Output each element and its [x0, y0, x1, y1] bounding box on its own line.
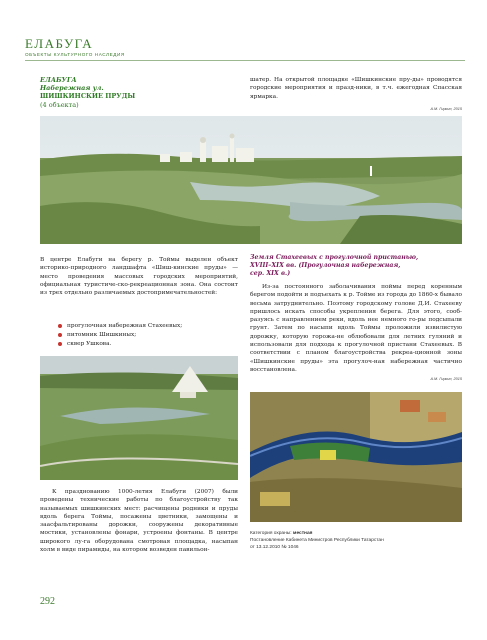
- page-number: 292: [40, 596, 55, 607]
- list-item: прогулочная набережная Стахеевых;: [58, 322, 238, 331]
- protection-category: [250, 530, 450, 551]
- embankment-photo: [40, 356, 238, 480]
- history-paragraph: Из-за постоянного заболачивания поймы перед коренным берегом подойти и подъехать к р. Тойме из города до 1860-х бывало весьма затруднительно. Поэтому городскому голове Д.И. Стахееву пришлось искать способы укрепления берега. Для этого, сооб-разуясь с направлением реки, вдоль нее немного го-ры подсыпали грунт. Затем по насыпи вдоль Тоймы проложили извилистую дорожку, которую горожа-не облюбовали для летних гуляний и использовали для подхода к прогулочной пристани Стахеевых. В соответствии с планом благоустройства рекреа-ционной зоны «Шишкинские пруды» эта прогулоч-ная набережная частично восстановлена.: [250, 284, 462, 373]
- landscape-plan-image: [250, 392, 462, 522]
- category-prefix: Категория охраны:: [250, 531, 292, 536]
- object-count: (4 объекта): [40, 100, 79, 109]
- list-item: сквер Ушкова.: [58, 340, 238, 349]
- header-divider: [25, 60, 465, 61]
- object-city: ЕЛАБУГА: [40, 76, 77, 84]
- caption-line-1: Земля Стахеевых с прогулочной пристанью,: [250, 254, 419, 261]
- photo-credit-top: А.М. Гиркин, 2015: [430, 107, 462, 111]
- category-decree: Постановление Кабинета Министров Республики Татарстан: [250, 538, 384, 543]
- landmarks-list: [58, 322, 238, 349]
- section-subtitle: ОБЪЕКТЫ КУЛЬТУРНОГО НАСЛЕДИЯ: [25, 52, 125, 57]
- category-date: от 13.12.2010 № 1046: [250, 545, 299, 550]
- list-item: питомник Шишкиных;: [58, 331, 238, 340]
- intro-paragraph: В центре Елабуги на берегу р. Тоймы выделен объект историко-природного ландшафта «Шиш-кинские пруды» — место проведения массовых городских мероприятий, официальная туристиче-ско-рекреационная зона. Она состоит из трех отдельно различаемых достопримечательностей:: [40, 257, 238, 297]
- object-title-block: [40, 76, 210, 109]
- section-title: ЕЛАБУГА: [25, 36, 94, 51]
- improvements-paragraph: К празднованию 1000-летия Елабуги (2007) были проведены технические работы по благоустройству так называемых шишкинских мест: расчищены родники и пруды вдоль берега Тоймы, посажены цветники, замощены и заасфальтированы дорожки, сооружены декоративные мостики, установлены фонари, устроены фонтаны. В центре широкого лу-га оборудована смотровая площадка, насыпан холм в виде пирамиды, на котором возведен павильон-: [40, 489, 238, 554]
- object-name: ШИШКИНСКИЕ ПРУДЫ: [40, 92, 136, 101]
- panorama-photo: [40, 116, 462, 244]
- photo-credit-right: А.М. Гиркин, 2015: [430, 377, 462, 381]
- top-right-paragraph: шатер. На открытой площадке «Шишкинские пру-ды» проводятся городские мероприятия и празд-ники, в т.ч. ежегодная Спасская ярмарка.: [250, 77, 462, 100]
- caption-line-2: XVIII–XIX вв. (Прогулочная набережная,: [250, 262, 401, 270]
- object-address: Набережная ул.: [40, 84, 104, 93]
- caption-line-3: сер. XIX в.): [250, 270, 291, 278]
- photo-caption-title: [250, 254, 450, 279]
- category-value: местная: [292, 531, 313, 536]
